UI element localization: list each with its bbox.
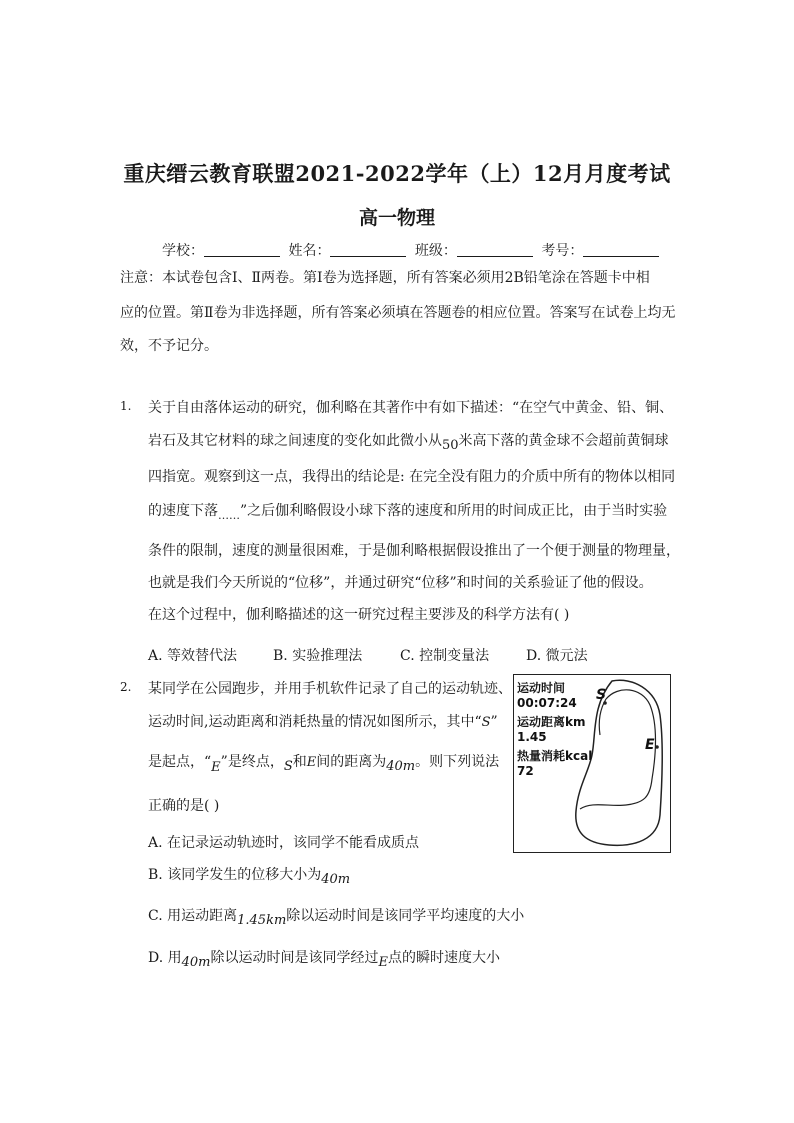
q1-line-7 xyxy=(148,604,569,624)
q2-option-c-value: 1.45km xyxy=(237,913,287,928)
q2-number: 2. xyxy=(120,680,132,694)
q2-option-d-text-c: 点的瞬时速度大小 xyxy=(388,950,501,966)
q2-end-symbol: E xyxy=(211,760,221,775)
q2-option-a[interactable]: A. 在记录运动轨迹时，该同学不能看成质点 xyxy=(148,835,420,851)
q2-option-b[interactable] xyxy=(148,864,351,887)
class-label: 班级： xyxy=(414,243,457,259)
q2-option-b-text: B. 该同学发生的位移大小为 xyxy=(148,867,322,883)
q2-line-2a: 运动时间,运动距离和消耗热量的情况如图所示，其中“ xyxy=(148,714,482,730)
figure-time-label: 运动时间 xyxy=(517,681,566,695)
q1-option-c[interactable]: C. 控制变量法 xyxy=(400,648,490,664)
figure-distance-label: 运动距离km xyxy=(517,715,586,729)
name-label: 姓名： xyxy=(288,243,331,259)
notice-line-3: 效，不予记分。 xyxy=(120,338,218,354)
q2-line-4-text: 正确的是 xyxy=(148,798,204,814)
q1-line-6: 也就是我们今天所说的“位移”，并通过研究“位移”和时间的关系验证了他的假设。 xyxy=(148,575,653,591)
q1-line-2b: 米高下落的黄金球不会超前黄铜球 xyxy=(458,433,669,449)
q2-option-d-text-a: D. 用 xyxy=(148,950,182,966)
figure-start-label: S xyxy=(596,687,607,703)
q1-line-4b: ”之后伽利略假设小球下落的速度和所用的时间成正比，由于当时实验 xyxy=(240,503,668,519)
class-blank[interactable] xyxy=(457,242,533,257)
school-label: 学校： xyxy=(162,243,204,259)
q1-number: 1. xyxy=(120,399,132,413)
q2-answer-paren[interactable]: ( ) xyxy=(204,798,220,814)
q1-line-4 xyxy=(148,500,667,520)
running-track-figure xyxy=(513,674,671,853)
q1-option-b[interactable]: B. 实验推理法 xyxy=(273,648,363,664)
figure-end-label: E xyxy=(645,737,655,753)
q1-option-d[interactable]: D. 微元法 xyxy=(526,648,588,664)
q1-line-5: 条件的限制，速度的测量很困难，于是伽利略根据假设推出了一个便于测量的物理量， xyxy=(148,543,680,559)
q2-line-4 xyxy=(148,795,219,815)
q1-ellipsis: …… xyxy=(218,509,240,522)
figure-time-value: 00:07:24 xyxy=(517,696,577,710)
figure-calorie-label: 热量消耗kcal xyxy=(517,749,593,763)
q1-line-3: 四指宽。观察到这一点，我得出的结论是: 在完全没有阻力的介质中所有的物体以相同 xyxy=(148,469,676,485)
q2-line-3d: 间的距离为 xyxy=(316,754,387,770)
q2-option-d-e-symbol: E xyxy=(378,955,389,970)
q2-line-3 xyxy=(148,751,500,775)
q2-line-1: 某同学在公园跑步，并用手机软件记录了自己的运动轨迹、 xyxy=(148,681,512,697)
q2-option-d-value: 40m xyxy=(181,955,211,970)
q2-option-b-value: 40m xyxy=(321,872,351,887)
q2-line-2 xyxy=(148,711,498,731)
q2-line-3c: 和 xyxy=(292,754,307,770)
q2-e-symbol: E xyxy=(306,755,317,770)
q2-option-d[interactable] xyxy=(148,947,501,970)
school-blank[interactable] xyxy=(204,242,280,257)
q1-line-2a: 岩石及其它材料的球之间速度的变化如此微小从 xyxy=(148,433,442,449)
q1-line-1: 关于自由落体运动的研究，伽利略在其著作中有如下描述：“在空气中黄金、铅、铜、 xyxy=(148,400,674,416)
student-info-line xyxy=(162,240,663,260)
q2-option-c-text-a: C. 用运动距离 xyxy=(148,908,238,924)
q2-line-3b: ”是终点， xyxy=(220,754,284,770)
exam-title: 重庆缙云教育联盟2021-2022学年（上）12月月度考试 xyxy=(123,161,671,186)
id-blank[interactable] xyxy=(583,242,659,257)
q1-option-a[interactable]: A. 等效替代法 xyxy=(148,648,238,664)
q2-option-c[interactable] xyxy=(148,905,525,928)
id-label: 考号： xyxy=(541,243,584,259)
figure-calorie-value: 72 xyxy=(517,764,534,778)
q1-line-7-text: 在这个过程中，伽利略描述的这一研究过程主要涉及的科学方法有 xyxy=(148,607,554,623)
notice-line-1: 注意：本试卷包含Ⅰ、Ⅱ两卷。第Ⅰ卷为选择题，所有答案必须用2B铅笔涂在答题卡中相 xyxy=(120,270,650,286)
q2-line-3a: 是起点，“ xyxy=(148,754,212,770)
q1-height-value: 50 xyxy=(442,438,459,453)
q1-line-4a: 的速度下落 xyxy=(148,503,218,519)
name-blank[interactable] xyxy=(330,242,406,257)
notice-line-2: 应的位置。第Ⅱ卷为非选择题，所有答案必须填在答题卷的相应位置。答案写在试卷上均无 xyxy=(120,305,676,321)
q2-distance-value: 40m xyxy=(386,759,416,774)
q2-start-symbol: S xyxy=(481,715,491,730)
q2-option-d-text-b: 除以运动时间是该同学经过 xyxy=(210,950,379,966)
figure-distance-value: 1.45 xyxy=(517,730,547,744)
q2-line-3e: 。则下列说法 xyxy=(415,754,500,770)
exam-subject: 高一物理 xyxy=(358,207,435,229)
q2-option-c-text-b: 除以运动时间是该同学平均速度的大小 xyxy=(286,908,525,924)
q1-line-2 xyxy=(148,430,669,453)
q1-answer-paren[interactable]: ( ) xyxy=(554,607,570,623)
q2-line-2b: ” xyxy=(490,714,498,730)
q2-s-symbol: S xyxy=(283,759,293,774)
